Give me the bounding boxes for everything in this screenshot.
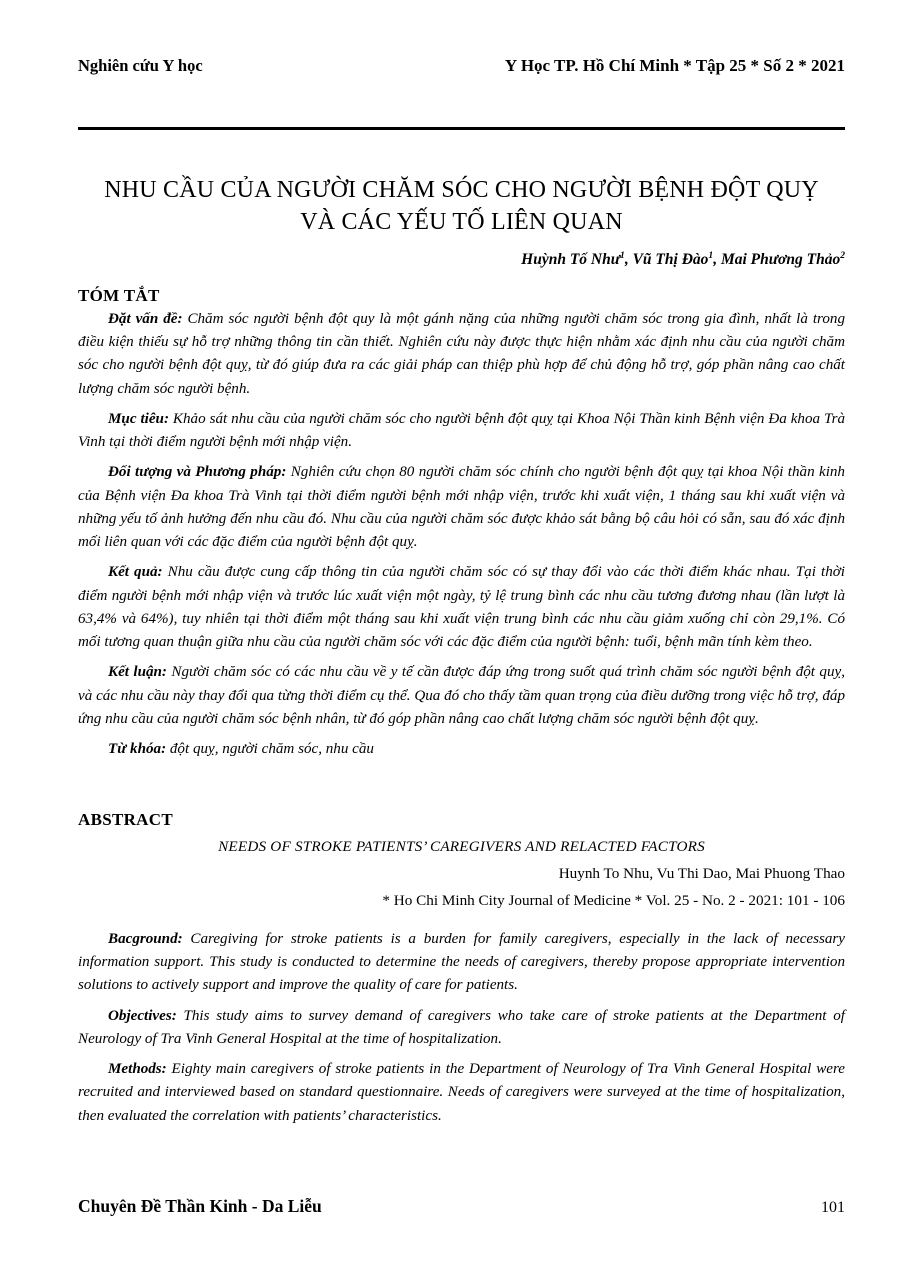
abstract-vi-paragraph: [78, 408, 845, 454]
abstract-vi-paragraph-label: Từ khóa:: [108, 740, 167, 757]
page-title-line-2: VÀ CÁC YẾU TỐ LIÊN QUAN: [300, 208, 623, 235]
abstract-vi-paragraph-text: Người chăm sóc có các nhu cầu về y tế cần được đáp ứng trong suốt quá trình chăm sóc người bệnh đột quỵ, và các nhu cầu này thay đổi qua từng thời điểm cụ thể. Qua đó cho thấy tầm quan trọng của điều dưỡng trong việc hỗ trợ, đáp ứng nhu cầu của người chăm sóc bệnh nhân, từ đó góp phần nâng cao chất lượng chăm sóc người bệnh đột quỵ.: [78, 664, 845, 727]
abstract-vietnamese-body: [78, 308, 845, 768]
running-head: [78, 56, 845, 76]
abstract-vi-paragraph-text: Nghiên cứu chọn 80 người chăm sóc chính cho người bệnh đột quỵ tại khoa Nội thần kinh của Bệnh viện Đa khoa Trà Vinh tại thời điểm người bệnh mới nhập viện, trước khi xuất viện, 1 tháng sau khi xuất viện và những yếu tố ảnh hưởng đến nhu cầu đó. Nhu cầu của người chăm sóc được khảo sát bằng bộ câu hỏi có sẵn, sau đó xác định mối liên quan với các đặc điểm của người bệnh đột quỵ.: [78, 464, 845, 551]
abstract-en-paragraph-text: Eighty main caregivers of stroke patients in the Department of Neurology of Tra Vinh General Hospital were recruited and interviewed based on standard questionnaire. Needs of caregivers were surveyed at the time of hospitalization, then evaluated the correlation with patients’ characteristics.: [78, 1061, 845, 1124]
author-name-3: Mai Phương Thảo: [720, 251, 841, 269]
author-list-vietnamese: [78, 250, 845, 269]
author-name-2: Vũ Thị Đào: [632, 251, 709, 269]
abstract-vi-paragraph-text: Chăm sóc người bệnh đột quy là một gánh nặng của những người chăm sóc trong gia đình, nhất là trong điều kiện thiếu sự hỗ trợ những thông tin cần thiết. Nghiên cứu này được thực hiện nhằm xác định nhu cầu của người chăm sóc cho người bệnh đột quỵ, từ đó giúp đưa ra các giải pháp can thiệp phù hợp để chủ động hỗ trợ, góp phần nâng cao chất lượng chăm sóc người bệnh.: [78, 311, 845, 397]
abstract-vi-paragraph: [78, 561, 845, 654]
abstract-en-paragraph-text: This study aims to survey demand of caregivers who take care of stroke patients at the Department of Neurology of Tra Vinh General Hospital at the time of hospitalization.: [78, 1007, 845, 1047]
author-affiliation-marker-3: 2: [840, 250, 845, 261]
abstract-vi-paragraph: [78, 461, 845, 554]
author-name-1: Huỳnh Tố Như: [521, 251, 621, 269]
author-affiliation-marker-2: 1: [708, 250, 714, 261]
author-affiliation-marker-1: 1: [620, 250, 625, 261]
journal-citation-line: * Ho Chi Minh City Journal of Medicine * Vol. 25 - No. 2 - 2021: 101 - 106: [382, 892, 845, 909]
abstract-en-paragraph: [78, 1058, 845, 1128]
abstract-vi-paragraph: [78, 661, 845, 731]
abstract-en-paragraph: [78, 1005, 845, 1051]
abstract-vi-paragraph-label: Kết quả:: [108, 564, 163, 581]
running-head-left: Nghiên cứu Y học: [78, 56, 203, 75]
abstract-en-paragraph: [78, 928, 845, 998]
page-footer: [78, 1196, 845, 1217]
abstract-vi-paragraph-text: đột quỵ, người chăm sóc, nhu cầu: [166, 740, 374, 757]
abstract-english-title: NEEDS OF STROKE PATIENTS’ CAREGIVERS AND RELACTED FACTORS: [218, 838, 705, 855]
abstract-en-paragraph-label: Methods:: [108, 1061, 167, 1078]
author-list-english: Huynh To Nhu, Vu Thi Dao, Mai Phuong Thao: [558, 865, 845, 882]
abstract-vi-paragraph-text: Nhu cầu được cung cấp thông tin của người chăm sóc có sự thay đổi vào các thời điểm khác nhau. Tại thời điểm người bệnh mới nhập viện và trước lúc xuất viện một ngày, tỷ lệ trung bình các nhu cầu tương đương nhau (lần lượt là 63,4% và 64%), tuy nhiên tại thời điểm một tháng sau khi xuất viện trung bình các nhu cầu giảm xuống chỉ còn 29,1%. Có mối tương quan thuận giữa nhu cầu của người chăm sóc với các đặc điểm của người bệnh: tuổi, bệnh mãn tính kèm theo.: [78, 564, 846, 651]
abstract-en-paragraph-label: Objectives:: [108, 1007, 177, 1024]
section-heading-tom-tat: TÓM TẮT: [78, 286, 160, 305]
footer-page-number: 101: [821, 1199, 845, 1216]
abstract-en-paragraph-label: Bacground:: [108, 931, 183, 947]
abstract-vi-paragraph-text: Khảo sát nhu cầu của người chăm sóc cho người bệnh đột quỵ tại Khoa Nội Thần kinh Bệnh viện Đa khoa Trà Vinh tại thời điểm người bệnh mới nhập viện.: [78, 410, 845, 451]
abstract-english-body: [78, 928, 845, 1135]
abstract-vi-paragraph: [78, 308, 845, 401]
running-head-right: Y Học TP. Hồ Chí Minh * Tập 25 * Số 2 * 2021: [504, 56, 845, 75]
abstract-vi-paragraph: [78, 738, 845, 761]
author-separator-1: ,: [624, 251, 633, 269]
abstract-vi-paragraph-label: Đối tượng và Phương pháp:: [108, 464, 287, 481]
abstract-en-paragraph-text: Caregiving for stroke patients is a burden for family caregivers, especially in the lack of necessary information support. This study is conducted to determine the needs of caregivers, thereby propose appropriate intervention solutions to actively support and improve the quality of care for patients.: [78, 931, 845, 994]
author-separator-2: ,: [713, 251, 721, 269]
header-divider-rule: [78, 127, 845, 130]
page-title: [78, 175, 845, 239]
abstract-vi-paragraph-label: Kết luận:: [108, 664, 167, 681]
section-heading-abstract: ABSTRACT: [78, 810, 173, 829]
page-title-line-1: NHU CẦU CỦA NGƯỜI CHĂM SÓC CHO NGƯỜI BỆNH ĐỘT QUỴ: [104, 177, 819, 203]
abstract-vi-paragraph-label: Mục tiêu:: [108, 410, 169, 427]
footer-issue-label: Chuyên Đề Thần Kinh - Da Liễu: [78, 1196, 322, 1216]
abstract-vi-paragraph-label: Đặt vấn đề:: [108, 311, 183, 327]
